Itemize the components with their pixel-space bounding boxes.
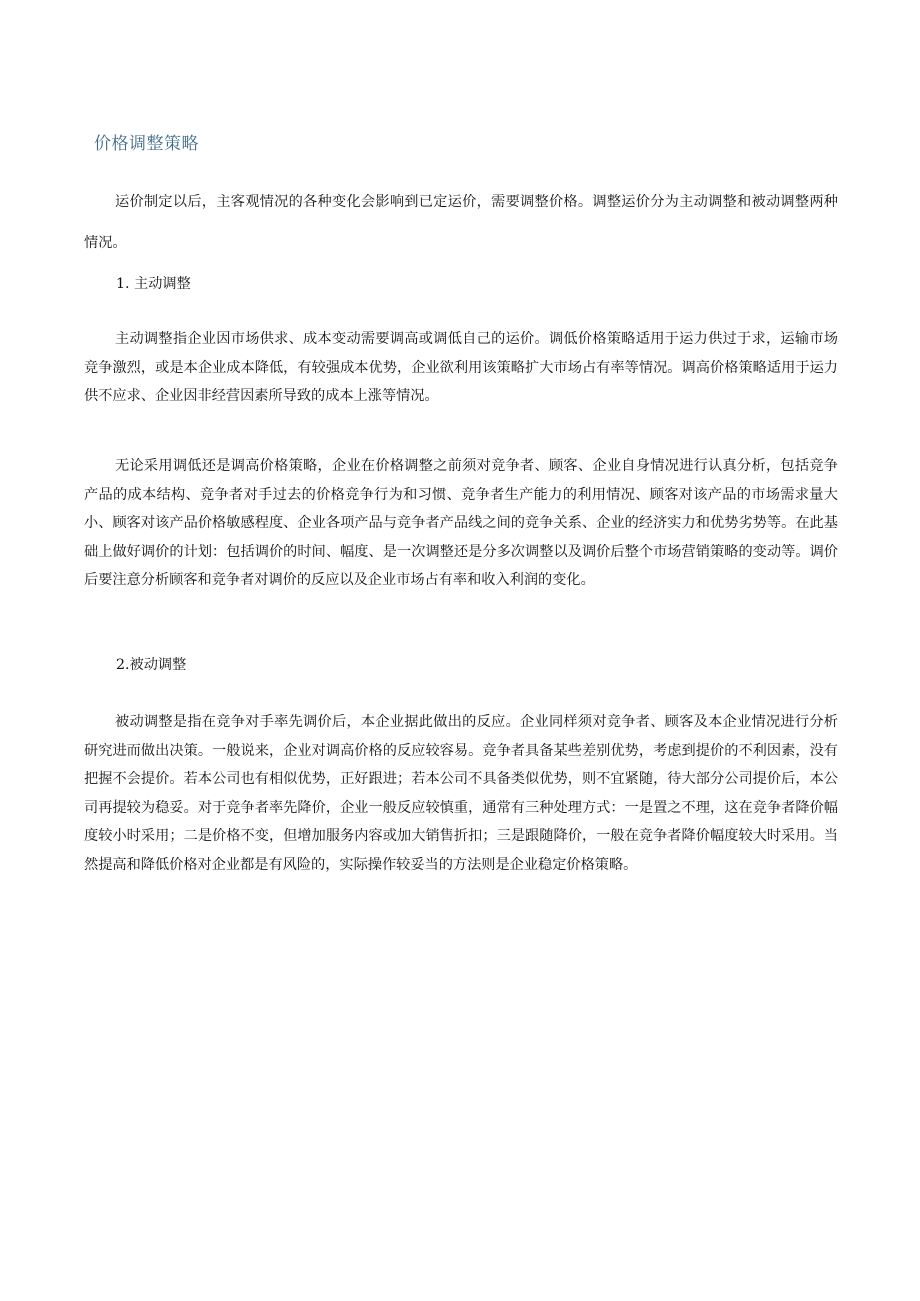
passive-adjustment-paragraph: 被动调整是指在竞争对手率先调价后，本企业据此做出的反应。企业同样须对竞争者、顾客及本企业情况进行分析研究进而做出决策。一般说来，企业对调高价格的反应较容易。竞争者具备某些差别优势，考虑到提价的不利因素，没有把握不会提价。若本公司也有相似优势，正好跟进；若本公司不具备类似优势，则不宜紧随，待大部分公司提价后，本公司再提较为稳妥。对于竞争者率先降价，企业一般反应较慎重，通常有三种处理方式：一是置之不理，这在竞争者降价幅度较小时采用；二是价格不变，但增加服务内容或加大销售折扣；三是跟随降价，一般在竞争者降价幅度较大时采用。当然提高和降低价格对企业都是有风险的，实际操作较妥当的方法则是企业稳定价格策略。	[84, 714, 838, 873]
analysis-paragraph: 无论采用调低还是调高价格策略，企业在价格调整之前须对竞争者、顾客、企业自身情况进行认真分析，包括竞争产品的成本结构、竞争者对手过去的价格竞争行为和习惯、竞争者生产能力的利用情况、顾客对该产品的市场需求量大小、顾客对该产品价格敏感程度、企业各项产品与竞争者产品线之间的竞争关系、企业的经济实力和优势劣势等。在此基础上做好调价的计划：包括调价的时间、幅度、是一次调整还是分多次调整以及调价后整个市场营销策略的变动等。调价后要注意分析顾客和竞争者对调价的反应以及企业市场占有率和收入利润的变化。	[84, 458, 838, 588]
section-heading-passive-adjustment: 2.被动调整	[116, 657, 187, 673]
page-title: 价格调整策略	[94, 134, 199, 154]
active-adjustment-paragraph: 主动调整指企业因市场供求、成本变动需要调高或调低自己的运价。调低价格策略适用于运力供过于求，运输市场竞争激烈，或是本企业成本降低，有较强成本优势，企业欲利用该策略扩大市场占有率等情况。调高价格策略适用于运力供不应求、企业因非经营因素所导致的成本上涨等情况。	[84, 331, 838, 404]
intro-paragraph: 运价制定以后，主客观情况的各种变化会影响到已定运价，需要调整价格。调整运价分为主动调整和被动调整两种情况。	[84, 194, 838, 251]
section-heading-active-adjustment: 1. 主动调整	[116, 276, 191, 292]
